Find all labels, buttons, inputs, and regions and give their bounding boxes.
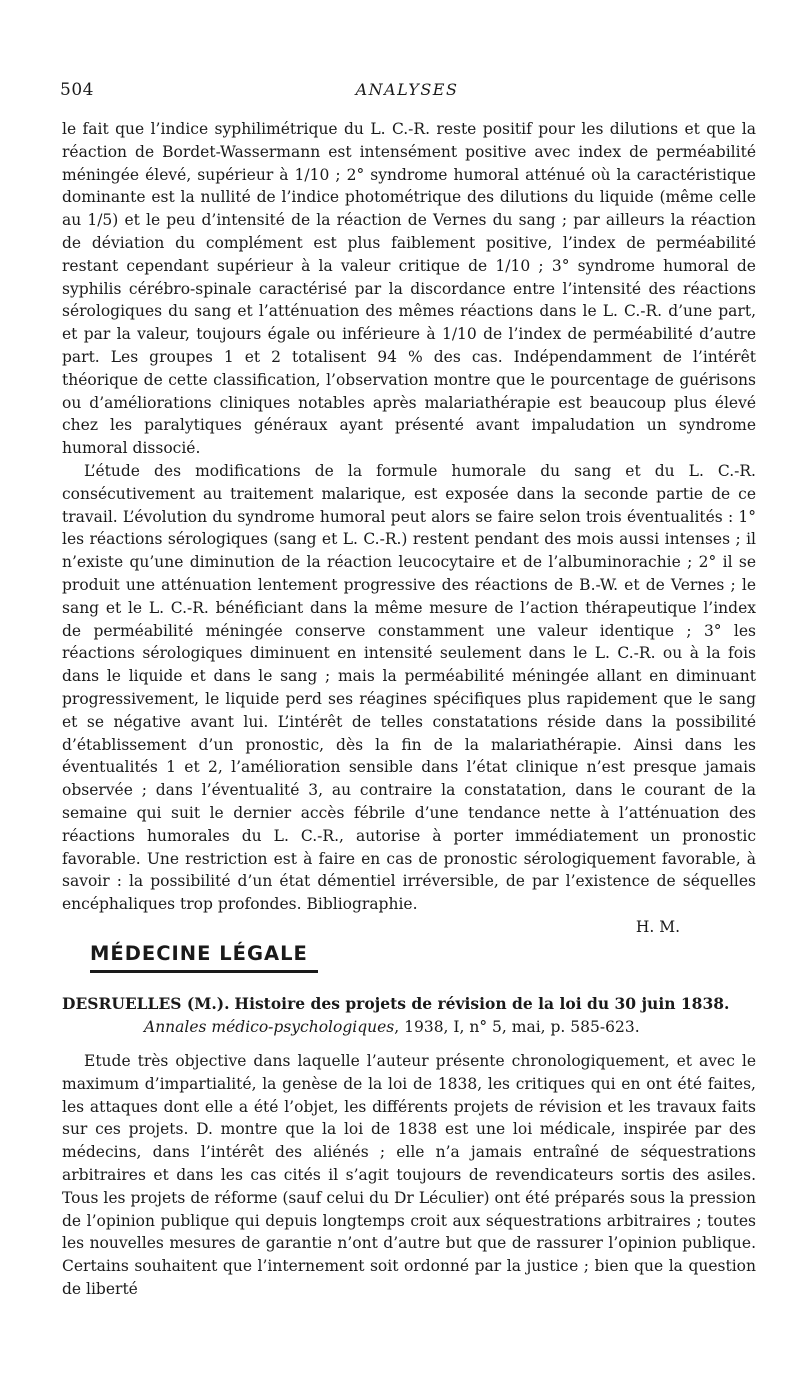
running-head: ANALYSES [355,80,459,99]
closing-line [62,460,756,916]
analysis-text-continued [62,118,756,939]
reference-line-2 [62,1016,756,1039]
signature-row [62,916,756,939]
paragraph: L’étude des modifications de la formule humorale du sang et du L. C.-R. consécutivement au traitement malarique, est exposée dans la seconde partie de ce travail. L’évolution du syndrome humoral peut alors se faire selon trois éventualités : 1° les réactions sérologiques (sang et L. C.-R.) restent pendant des mois aussi intenses ; il n’existe qu’une diminution de la réaction leucocytaire et de l’albuminorachie ; 2° il se produit une atténuation lentement progressive des réactions de B.-W. et de Vernes ; le sang et le L. C.-R. bénéficiant dans la même mesure de l’action thérapeutique l’index de perméabilité méningée conserve constamment une valeur identique ; 3° les réactions sérologiques diminuent en intensité seulement dans le L. C.-R. ou à la fois dans le liquide et dans le sang ; mais la perméabilité méningée allant en diminuant progressivement, le liquide perd ses réagines spécifiques plus rapidement que le sang et se négative avant lui. L’intérêt de telles constatations réside dans la possibilité d’établissement d’un pronostic, dès la fin de la malariathérapie. Ainsi dans les éventualités 1 et 2, l’amélioration sensible dans l’état clinique n’est presque jamais observée ; dans l’éventualité 3, au contraire la constatation, dans le courant de la semaine qui suit le dernier accès fébrile d’une tendance nette à l’atténuation des réactions humorales du L. C.-R., autorise à porter immédiatement un pronostic favorable. Une restriction est à faire en cas de pronostic sérologiquement favorable, à savoir : la possibilité d’un état démentiel irréversible, de par l’existence de séquelles encéphaliques trop profondes. Bibliographie. [62,461,756,914]
reference-title: Histoire des projets de révision de la loi du 30 juin 1838. [234,994,730,1013]
reference-journal: Annales médico-psychologiques [144,1018,395,1036]
section-heading: MÉDECINE LÉGALE [90,942,308,965]
paragraph: Etude très objective dans laquelle l’auteur présente chronologiquement, et avec le maximum d’impartialité, la genèse de la loi de 1838, les critiques qui en ont été faites, les attaques dont elle a été l’objet, les différents projets de révision et les travaux faits sur ces projets. D. montre que la loi de 1838 est une loi médicale, inspirée par des médecins, dans l’intérêt des aliénés ; elle n’a jamais entraîné de séquestrations arbitraires et dans les cas cités il s’agit toujours de revendicateurs sortis des asiles. Tous les projets de réforme (sauf celui du Dr Léculier) ont été préparés sous la pression de l’opinion publique qui depuis longtemps croit aux séquestrations arbitraires ; toutes les nouvelles mesures de garantie n’ont d’autre but que de rassurer l’opinion publique. Certains souhaitent que l’internement soit ordonné par la justice ; bien que la question de liberté [62,1052,756,1298]
reference-author: DESRUELLES (M.). [62,994,230,1013]
page-header [60,80,754,106]
paragraph: le fait que l’indice syphilimétrique du L. C.-R. reste positif pour les dilutions et que la réaction de Bordet-Wassermann est intensément positive avec index de perméabilité méningée élevé, supérieur à 1/10 ; 2° syndrome humoral atténué où la caractéristique dominante est la nullité de l’indice photométrique des dilutions du liquide (même celle au 1/5) et le peu d’intensité de la réaction de Vernes du sang ; par ailleurs la réaction de déviation du complément est plus faiblement positive, l’index de perméabilité restant cependant supérieur à la valeur critique de 1/10 ; 3° syndrome humoral de syphilis cérébro-spinale caractérisé par la discordance entre l’intensité des réactions sérologiques du sang et l’atténuation des mêmes réactions dans le L. C.-R. d’une part, et par la valeur, toujours égale ou inférieure à 1/10 de l’index de perméabilité d’autre part. Les groupes 1 et 2 totalisent 94 % des cas. Indépendamment de l’intérêt théorique de cette classification, l’observation montre que le pourcentage de guérisons ou d’améliorations cliniques notables après malariathérapie est beaucoup plus élevé chez les paralytiques généraux ayant présenté avant impaludation un syndrome humoral dissocié. [62,120,756,458]
reference-details: , 1938, I, n° 5, mai, p. 585-623. [394,1018,640,1036]
bibliographic-reference [62,992,756,1039]
reference-line-1 [62,992,756,1016]
signature: H. M. [635,917,680,936]
review-text [62,1050,756,1301]
section-heading-underline [90,970,318,973]
page-number: 504 [60,80,94,100]
